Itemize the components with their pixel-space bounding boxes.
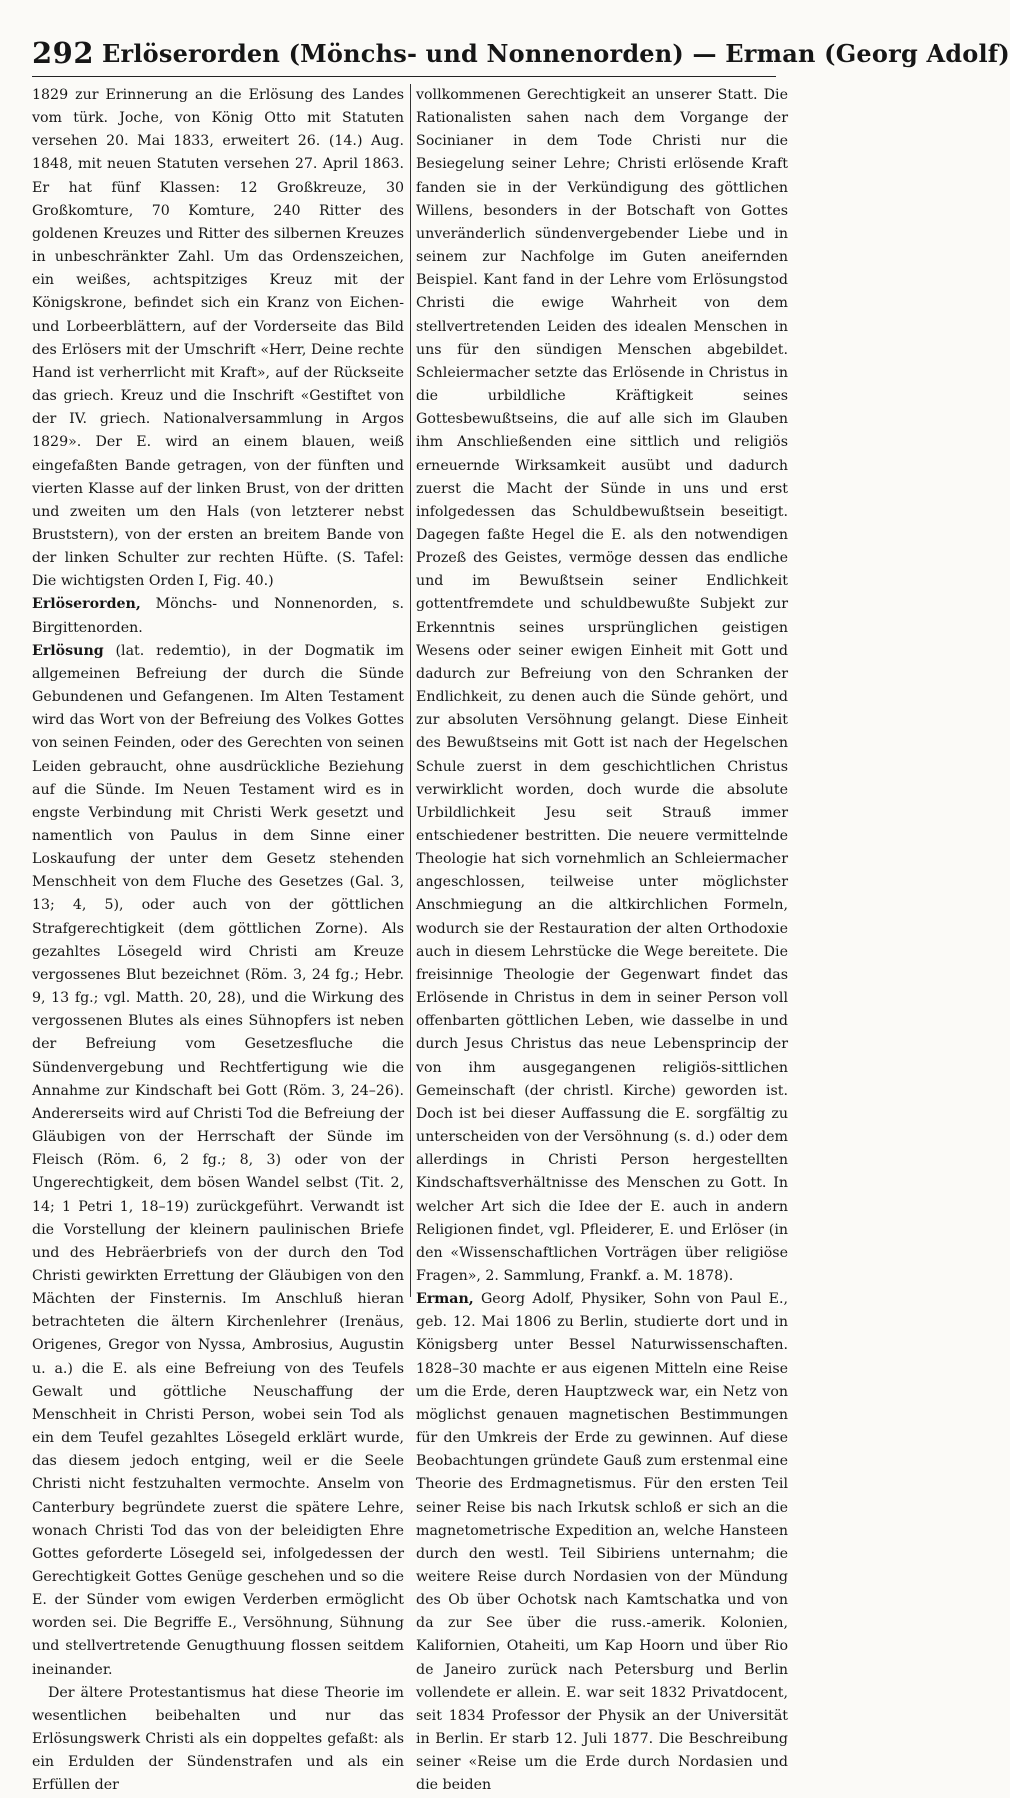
entry-text: (lat. redemtio), in der Dogmatik im allgemeinen Befreiung der durch die Sünde Gebundenen und Gefangenen. Im Alten Testament wird das Wort von der Befreiung des Volkes Gottes von seinen Feinden, oder des Gerechten von seinen Leiden gebraucht, ohne ausdrückliche Beziehung auf die Sünde. Im Neuen Testament wird es in engste Verbindung mit Christi Werk gesetzt und namentlich von Paulus in dem Sinne einer Loskaufung der unter dem Gesetz stehenden Menschheit von dem Fluche des Gesetzes (Gal. 3, 13; 4, 5), oder auch von der göttlichen Strafgerechtigkeit (dem göttlichen Zorne). Als gezahltes Lösegeld wird Christi am Kreuze vergossenes Blut bezeichnet (Röm. 3, 24 fg.; Hebr. 9, 13 fg.; vgl. Matth. 20, 28), und die Wirkung des vergossenen Blutes als eines Sühnopfers ist neben der Befreiung vom Gesetzesfluche die Sündenvergebung und Rechtfertigung wie die Annahme zur Kindschaft bei Gott (Röm. 3, 24–26). Andererseits wird auf Christi Tod die Befreiung der Gläubigen von der Herrschaft der Sünde im Fleisch (Röm. 6, 2 fg.; 8, 3) oder von der Ungerechtigkeit, dem bösen Wandel selbst (Tit. 2, 14; 1 Petri 1, 18–19) zurückgeführt. Verwandt ist die Vorstellung der kleinern paulinischen Briefe und des Hebräerbriefs von der durch den Tod Christi gewirkten Errettung der Gläubigen von den Mächten der Finsternis. Im Anschluß hieran betrachteten die ältern Kirchenlehrer (Irenäus, Origenes, Gregor von Nyssa, Ambrosius, Augustin u. a.) die E. als eine Befreiung von des Teufels Gewalt und göttliche Neuschaffung der Menschheit in Christi Person, wobei sein Tod als ein dem Teufel gezahltes Lösegeld erklärt wurde, das diesem jedoch entging, weil er die Seele Christi nicht festzuhalten vermochte. Anselm von Canterbury begründete zuerst die spätere Lehre, wonach Christi Tod das von der beleidigten Ehre Gottes geforderte Lösegeld sei, infolgedessen der Gerechtigkeit Gottes Genüge geschehen und so die E. der Sünder vom ewigen Verderben ermöglicht worden sei. Die Begriffe E., Versöhnung, Sühnung und stellvertretende Genugthuung flossen seitdem ineinander. (32, 642, 404, 1678)
running-head: Erlöserorden (Mönchs- und Nonnenorden) — Erman (Georg Adolf) (102, 39, 1010, 68)
entry-erman (416, 1288, 788, 1797)
continued-paragraph: vollkommenen Gerechtigkeit an unserer Statt. Die Rationalisten sahen nach dem Vorgange der Socinianer in dem Tode Christi nur die Besiegelung seiner Lehre; Christi erlösende Kraft fanden sie in der Verkündigung des göttlichen Willens, besonders in der Botschaft von Gottes unveränderlich sündenvergebender Liebe und in seinem zur Nachfolge im Guten aneifernden Beispiel. Kant fand in der Lehre vom Erlösungstod Christi die ewige Wahrheit von dem stellvertretenden Leiden des idealen Menschen in uns für den sündigen Menschen abgebildet. Schleiermacher setzte das Erlösende in Christus in die urbildliche Kräftigkeit seines Gottesbewußtseins, die auf alle sich im Glauben ihm Anschließenden eine sittlich und religiös erneuernde Wirksamkeit ausübt und dadurch zuerst die Macht der Sünde in uns und erst infolgedessen das Schuldbewußtsein beseitigt. Dagegen faßte Hegel die E. als den notwendigen Prozeß des Geistes, vermöge dessen das endliche und im Bewußtsein seiner Endlichkeit gottentfremdete und schuldbewußte Subjekt zur Erkenntnis seines ursprünglichen geistigen Wesens oder seiner ewigen Einheit mit Gott und dadurch zur Befreiung von den Schranken der Endlichkeit, zu denen auch die Sünde gehört, und zur absoluten Versöhnung gelangt. Diese Einheit des Bewußtseins mit Gott ist nach der Hegelschen Schule zuerst in dem geschichtlichen Christus verwirklicht worden, doch wurde die absolute Urbildlichkeit Jesu seit Strauß immer entschiedener bestritten. Die neuere vermittelnde Theologie hat sich vornehmlich an Schleiermacher angeschlossen, teilweise unter möglichster Anschmiegung an die altkirchlichen Formeln, wodurch sie der Restauration der alten Orthodoxie auch in diesem Lehrstücke die Wege bereitete. Die freisinnige Theologie der Gegenwart findet das Erlösende in Christus in dem in seiner Person voll offenbarten göttlichen Leben, wie dasselbe in und durch Jesus Christus das neue Lebensprincip der von ihm ausgegangenen religiös-sittlichen Gemeinschaft (der christl. Kirche) geworden ist. Doch ist bei dieser Auffassung die E. sorgfältig zu unterscheiden von der Versöhnung (s. d.) oder dem allerdings in Christi Person hergestellten Kindschaftsverhältnisse des Menschen zu Gott. In welcher Art sich die Idee der E. auch in andern Religionen findet, vgl. Pfleiderer, E. und Erlöser (in den «Wissenschaftlichen Vorträgen über religiöse Fragen», 2. Sammlung, Frankf. a. M. 1878). (416, 87, 788, 1284)
entry-text: Mönchs- und Nonnenorden, s. Birgittenorden. (32, 596, 404, 636)
page-number: 292 (32, 36, 95, 70)
entry-term: Erlösung (32, 642, 104, 659)
entry-text: Georg Adolf, Physiker, Sohn von Paul E., geb. 12. Mai 1806 zu Berlin, studierte dort und in Königsberg unter Bessel Naturwissenschaften. 1828–30 machte er aus eigenen Mitteln eine Reise um die Erde, deren Hauptzweck war, ein Netz von möglichst genauen magnetischen Bestimmungen für den Umkreis der Erde zu gewinnen. Auf diese Beobachtungen gründete Gauß zum erstenmal eine Theorie des Erdmagnetismus. Für den ersten Teil seiner Reise bis nach Irkutsk schloß er sich an die magnetometrische Expedition an, welche Hansteen durch den westl. Teil Sibiriens unternahm; die weitere Reise durch Nordasien von der Mündung des Ob über Ochotsk nach Kamtschatka und von da zur See über die russ.-amerik. Kolonien, Kalifornien, Otaheiti, um Kap Hoorn und über Rio de Janeiro zurück nach Petersburg und Berlin vollendete er allein. E. war seit 1832 Privatdocent, seit 1834 Professor der Physik an der Universität in Berlin. Er starb 12. Juli 1877. Die Beschreibung seiner «Reise um die Erde durch Nordasien und die beiden (416, 1291, 788, 1794)
text-columns (32, 84, 788, 1794)
left-column (32, 84, 404, 1794)
column-divider (410, 84, 411, 1297)
right-column (416, 84, 788, 1794)
paragraph: Der ältere Protestantismus hat diese Theorie im wesentlichen beibehalten und nur das Erlösungswerk Christi als ein doppeltes gefaßt: als ein Erdulden der Sündenstrafen und als ein Erfüllen der (32, 1684, 404, 1794)
entry-erloesung (32, 640, 404, 1682)
entry-term: Erlöserorden, (32, 596, 141, 613)
entry-term: Erman, (416, 1291, 474, 1308)
continued-paragraph: 1829 zur Erinnerung an die Erlösung des Landes vom türk. Joche, von König Otto mit Statuten versehen 20. Mai 1833, erweitert 26. (14.) Aug. 1848, mit neuen Statuten versehen 27. April 1863. Er hat fünf Klassen: 12 Großkreuze, 30 Großkomture, 70 Komture, 240 Ritter des goldenen Kreuzes und Ritter des silbernen Kreuzes in unbeschränkter Zahl. Um das Ordenszeichen, ein weißes, achtspitziges Kreuz mit der Königskrone, befindet sich ein Kranz von Eichen- und Lorbeerblättern, auf der Vorderseite das Bild des Erlösers mit der Umschrift «Herr, Deine rechte Hand ist verherrlicht mit Kraft», auf der Rückseite das griech. Kreuz und die Inschrift «Gestiftet von der IV. griech. Nationalversammlung in Argos 1829». Der E. wird an einem blauen, weiß eingefaßten Bande getragen, von der fünften und vierten Klasse auf der linken Brust, von der dritten und zweiten um den Hals (von letzterer nebst Bruststern), von der ersten an breitem Bande von der linken Schulter zur rechten Hüfte. (S. Tafel: Die wichtigsten Orden I, Fig. 40.) (32, 87, 404, 590)
entry-erloeserorden (32, 593, 404, 639)
page-header (32, 36, 1010, 77)
